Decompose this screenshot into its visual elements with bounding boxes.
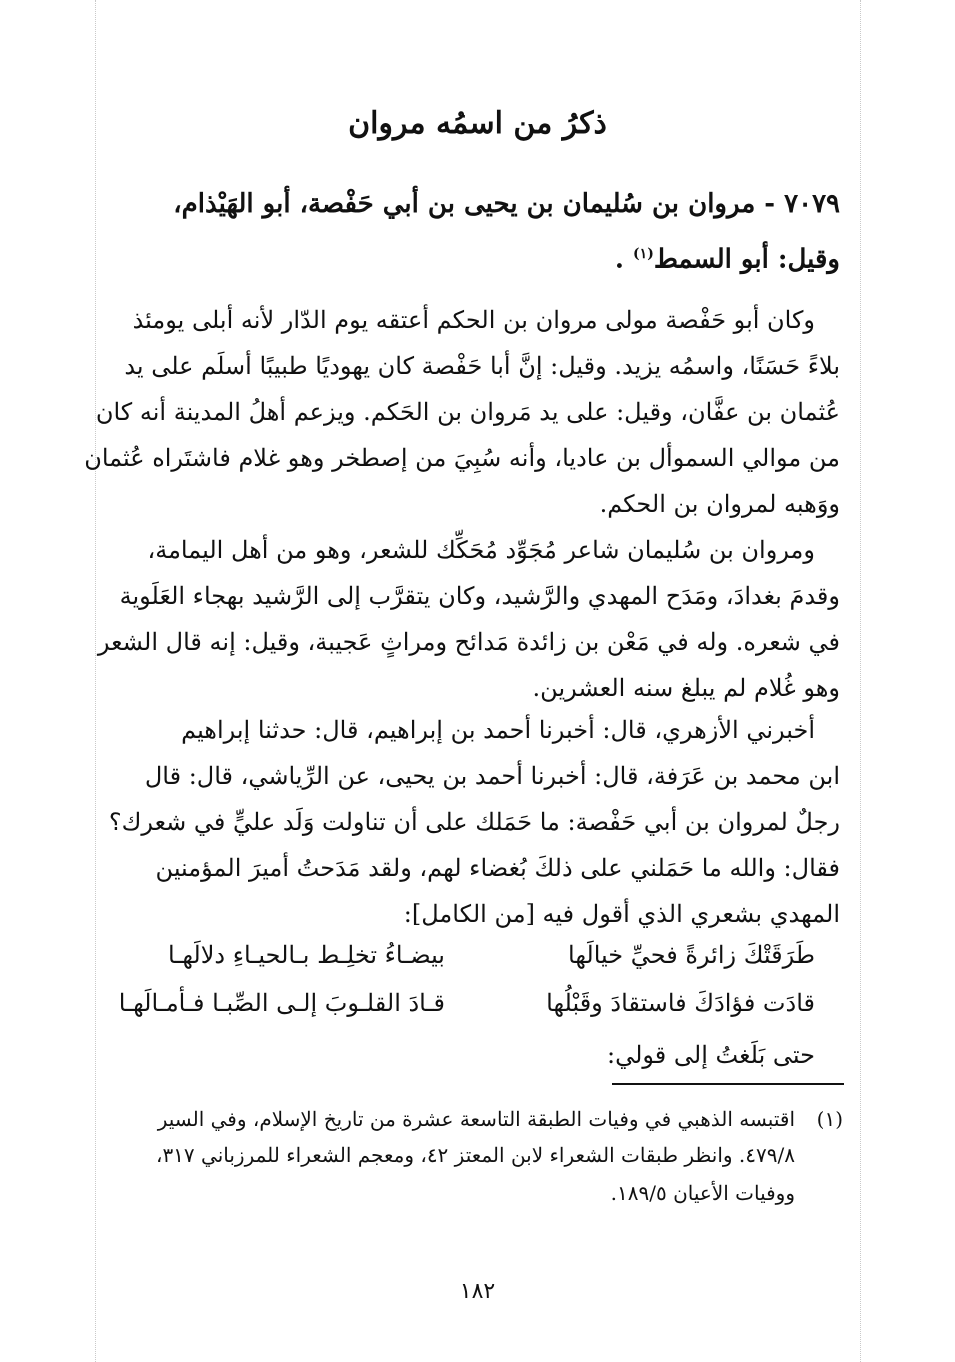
verse-2-first-hemistich: قادَت فؤادَكَ فاستقادَ وقَبْلُها [546,989,815,1017]
entry-heading-line-1: ٧٠٧٩ - مروان بن سُليمان بن يحيى بن أبي حَفْصة، أبو الهَيْذام، [173,189,840,219]
section-title: ذكرُ من اسمُه مروان [348,106,607,141]
verse-1-second-hemistich: بيضـاءُ تخلِـط بـالحيـاءِ دلالَهـا [168,941,445,969]
paragraph-3-line-5: المهدي بشعري الذي أقول فيه [من الكامل]: [403,900,840,928]
footnote-separator [612,1083,844,1085]
verse-1-first-hemistich: طَرَقَتْكَ زائرةً فحيِّ خيالَها [568,941,815,969]
entry-heading-line-2 [615,238,840,276]
paragraph-1-line-5: ووَهبه لمروان بن الحكم. [599,490,840,518]
entry-heading-end: . [614,244,624,275]
paragraph-1-line-1: وكان أبو حَفْصة مولى مروان بن الحكم أعتقه يوم الدّار لأنه أبلى يومئذ [132,306,815,334]
entry-heading-text: وقيل: أبو السمط [653,244,840,275]
paragraph-1-line-4: من موالي السموأل بن عاديا، وأنه سُبِيَ من إصطخر وهو غلام فاشتَراه عُثمان [84,444,840,472]
paragraph-2-line-1: ومروان بن سُليمان شاعر مُجَوِّد مُحَكِّك للشعر، وهو من أهل اليمامة، [147,536,815,564]
footnote-reference: (١) [633,246,654,262]
paragraph-1-line-2: بلاءً حَسَنًا، واسمُه يزيد. وقيل: إنَّ أبا حَفْصة كان يهوديًا طبيبًا أسلَم على يد [124,352,840,380]
page-ruling-line [860,0,861,1362]
page-ruling-line [95,0,96,1362]
paragraph-3-line-2: ابن محمد بن عَرَفة، قال: أخبرنا أحمد بن يحيى، عن الرِّياشي، قال: قال [144,762,840,790]
paragraph-2-line-3: في شعره. وله في مَعْن بن زائدة مَدائح ومراثٍ عَجيبة، وقيل: إنه قال الشعر [97,628,840,656]
paragraph-3-line-4: فقال: والله ما حَمَلني على ذلكَ بُغضاء لهم، ولقد مَدَحتُ أميرَ المؤمنين [155,854,840,882]
paragraph-2-line-2: وقدمَ بغدادَ، ومَدَح المهدي والرَّشيد، وكان يتقرَّب إلى الرَّشيد بهجاء العَلَوية [119,582,840,610]
paragraph-2-line-4: وهو غُلام لم يبلغ سنه العشرين. [532,674,840,702]
footnote-line-1: اقتبسه الذهبي في وفيات الطبقة التاسعة عشرة من تاريخ الإسلام، وفي السير [157,1107,795,1131]
paragraph-3-line-1: أخبرني الأزهري، قال: أخبرنا أحمد بن إبراهيم، قال: حدثنا إبراهيم [181,716,815,744]
verse-continuation: حتى بَلَغتُ إلى قولي: [607,1041,815,1069]
paragraph-1-line-3: عُثمان بن عفَّان، وقيل: على يد مَروان بن الحَكم. ويزعم أهلُ المدينة أنه كان [95,398,840,426]
footnote-line-3: ووفيات الأعيان ١٨٩/٥. [610,1181,795,1205]
footnote-line-2: ٤٧٩/٨. وانظر طبقات الشعراء لابن المعتز ٤٢، ومعجم الشعراء للمرزباني ٣١٧، [155,1143,795,1167]
page-number: ١٨٢ [459,1279,496,1304]
verse-2-second-hemistich: قـادَ القلـوبَ إلـى الصِّبـا فـأمـالَهـا [118,989,445,1017]
footnote-marker: (١) [816,1107,843,1131]
paragraph-3-line-3: رجلٌ لمروان بن أبي حَفْصة: ما حَمَلك على أن تناولت وَلَد عليٍّ في شعرك؟ [108,808,840,836]
